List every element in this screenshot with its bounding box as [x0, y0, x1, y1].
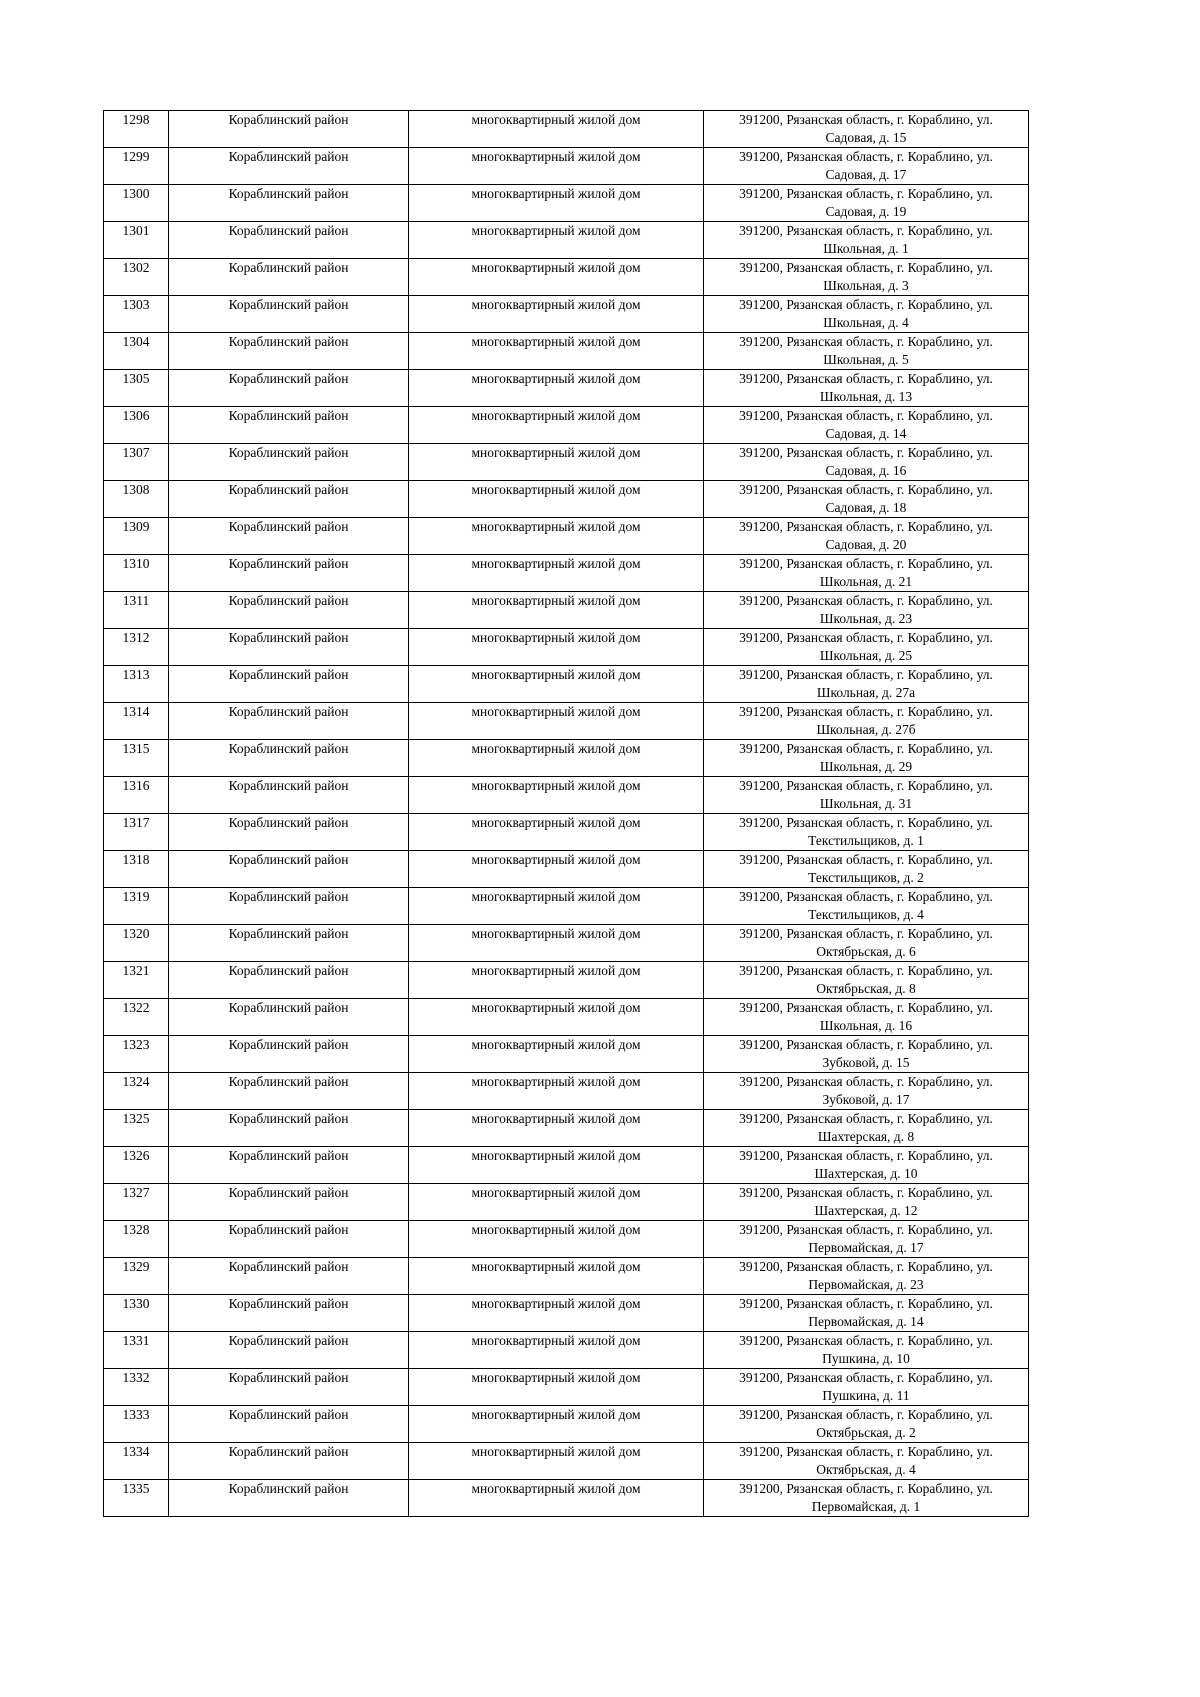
address-line-2: Школьная, д. 4 — [823, 315, 909, 330]
district-cell: Кораблинский район — [169, 518, 409, 555]
table-row — [104, 777, 1029, 814]
address-line-1: 391200, Рязанская область, г. Кораблино, ул. — [739, 778, 993, 793]
row-number-cell: 1306 — [104, 407, 169, 444]
district-cell: Кораблинский район — [169, 148, 409, 185]
district-cell: Кораблинский район — [169, 1443, 409, 1480]
address-line-1: 391200, Рязанская область, г. Кораблино, ул. — [739, 852, 993, 867]
row-number-cell: 1323 — [104, 1036, 169, 1073]
district-cell: Кораблинский район — [169, 333, 409, 370]
table-row — [104, 1184, 1029, 1221]
table-row — [104, 555, 1029, 592]
row-number-cell: 1321 — [104, 962, 169, 999]
district-cell: Кораблинский район — [169, 740, 409, 777]
address-line-1: 391200, Рязанская область, г. Кораблино, ул. — [739, 149, 993, 164]
table-row — [104, 1369, 1029, 1406]
district-cell: Кораблинский район — [169, 296, 409, 333]
table-row — [104, 259, 1029, 296]
building-type-cell: многоквартирный жилой дом — [409, 592, 704, 629]
building-type-cell: многоквартирный жилой дом — [409, 666, 704, 703]
address-cell — [704, 1443, 1029, 1480]
district-cell: Кораблинский район — [169, 777, 409, 814]
row-number-cell: 1304 — [104, 333, 169, 370]
building-type-cell: многоквартирный жилой дом — [409, 444, 704, 481]
address-line-2: Школьная, д. 21 — [819, 574, 913, 589]
row-number-cell: 1318 — [104, 851, 169, 888]
address-line-1: 391200, Рязанская область, г. Кораблино, ул. — [739, 556, 993, 571]
address-cell — [704, 1295, 1029, 1332]
address-cell — [704, 444, 1029, 481]
table-row — [104, 222, 1029, 259]
address-cell — [704, 814, 1029, 851]
address-line-2: Первомайская, д. 14 — [808, 1314, 924, 1329]
address-line-2: Школьная, д. 3 — [823, 278, 909, 293]
address-line-2: Октябрьская, д. 4 — [816, 1462, 916, 1477]
building-type-cell: многоквартирный жилой дом — [409, 629, 704, 666]
table-row — [104, 703, 1029, 740]
row-number-cell: 1325 — [104, 1110, 169, 1147]
district-cell: Кораблинский район — [169, 1036, 409, 1073]
district-cell: Кораблинский район — [169, 1406, 409, 1443]
district-cell: Кораблинский район — [169, 1258, 409, 1295]
table-row — [104, 1147, 1029, 1184]
address-line-2: Школьная, д. 16 — [819, 1018, 913, 1033]
address-cell — [704, 1110, 1029, 1147]
district-cell: Кораблинский район — [169, 925, 409, 962]
district-cell: Кораблинский район — [169, 185, 409, 222]
building-type-cell: многоквартирный жилой дом — [409, 518, 704, 555]
table-row — [104, 148, 1029, 185]
table-row — [104, 185, 1029, 222]
building-type-cell: многоквартирный жилой дом — [409, 370, 704, 407]
address-cell — [704, 1073, 1029, 1110]
district-cell: Кораблинский район — [169, 481, 409, 518]
address-line-1: 391200, Рязанская область, г. Кораблино, ул. — [739, 815, 993, 830]
address-line-1: 391200, Рязанская область, г. Кораблино, ул. — [739, 112, 993, 127]
address-cell — [704, 518, 1029, 555]
building-type-cell: многоквартирный жилой дом — [409, 1221, 704, 1258]
address-line-1: 391200, Рязанская область, г. Кораблино, ул. — [739, 1148, 993, 1163]
address-cell — [704, 1406, 1029, 1443]
row-number-cell: 1302 — [104, 259, 169, 296]
address-line-1: 391200, Рязанская область, г. Кораблино, ул. — [739, 1074, 993, 1089]
table-row — [104, 814, 1029, 851]
row-number-cell: 1316 — [104, 777, 169, 814]
table-row — [104, 999, 1029, 1036]
address-line-2: Текстильщиков, д. 4 — [808, 907, 924, 922]
building-type-cell: многоквартирный жилой дом — [409, 925, 704, 962]
district-cell: Кораблинский район — [169, 1295, 409, 1332]
district-cell: Кораблинский район — [169, 407, 409, 444]
district-cell: Кораблинский район — [169, 1110, 409, 1147]
row-number-cell: 1329 — [104, 1258, 169, 1295]
building-type-cell: многоквартирный жилой дом — [409, 1147, 704, 1184]
table-row — [104, 1258, 1029, 1295]
housing-registry-table — [103, 110, 1029, 1517]
building-type-cell: многоквартирный жилой дом — [409, 1369, 704, 1406]
address-cell — [704, 592, 1029, 629]
district-cell: Кораблинский район — [169, 1332, 409, 1369]
address-cell — [704, 851, 1029, 888]
table-row — [104, 1443, 1029, 1480]
address-cell — [704, 962, 1029, 999]
address-cell — [704, 148, 1029, 185]
district-cell: Кораблинский район — [169, 1221, 409, 1258]
district-cell: Кораблинский район — [169, 111, 409, 148]
address-line-1: 391200, Рязанская область, г. Кораблино, ул. — [739, 741, 993, 756]
district-cell: Кораблинский район — [169, 222, 409, 259]
row-number-cell: 1331 — [104, 1332, 169, 1369]
building-type-cell: многоквартирный жилой дом — [409, 407, 704, 444]
address-line-2: Зубковой, д. 15 — [822, 1055, 910, 1070]
district-cell: Кораблинский район — [169, 1147, 409, 1184]
address-line-1: 391200, Рязанская область, г. Кораблино, ул. — [739, 963, 993, 978]
address-line-1: 391200, Рязанская область, г. Кораблино, ул. — [739, 482, 993, 497]
address-line-1: 391200, Рязанская область, г. Кораблино, ул. — [739, 889, 993, 904]
address-line-1: 391200, Рязанская область, г. Кораблино, ул. — [739, 297, 993, 312]
address-cell — [704, 666, 1029, 703]
address-line-2: Зубковой, д. 17 — [822, 1092, 910, 1107]
address-line-2: Шахтерская, д. 8 — [817, 1129, 915, 1144]
address-line-2: Школьная, д. 25 — [819, 648, 913, 663]
address-cell — [704, 296, 1029, 333]
address-cell — [704, 1036, 1029, 1073]
address-line-2: Октябрьская, д. 2 — [816, 1425, 916, 1440]
building-type-cell: многоквартирный жилой дом — [409, 185, 704, 222]
building-type-cell: многоквартирный жилой дом — [409, 148, 704, 185]
address-line-1: 391200, Рязанская область, г. Кораблино, ул. — [739, 1296, 993, 1311]
address-cell — [704, 1221, 1029, 1258]
table-row — [104, 666, 1029, 703]
row-number-cell: 1320 — [104, 925, 169, 962]
table-row — [104, 592, 1029, 629]
address-line-2: Октябрьская, д. 8 — [816, 981, 916, 996]
address-cell — [704, 888, 1029, 925]
building-type-cell: многоквартирный жилой дом — [409, 1443, 704, 1480]
table-row — [104, 888, 1029, 925]
row-number-cell: 1328 — [104, 1221, 169, 1258]
address-line-1: 391200, Рязанская область, г. Кораблино, ул. — [739, 186, 993, 201]
address-line-2: Текстильщиков, д. 2 — [808, 870, 924, 885]
row-number-cell: 1332 — [104, 1369, 169, 1406]
address-cell — [704, 629, 1029, 666]
table-row — [104, 444, 1029, 481]
address-line-2: Школьная, д. 5 — [823, 352, 909, 367]
building-type-cell: многоквартирный жилой дом — [409, 703, 704, 740]
address-line-2: Текстильщиков, д. 1 — [808, 833, 924, 848]
address-line-2: Первомайская, д. 23 — [808, 1277, 924, 1292]
table-row — [104, 518, 1029, 555]
building-type-cell: многоквартирный жилой дом — [409, 1036, 704, 1073]
row-number-cell: 1308 — [104, 481, 169, 518]
district-cell: Кораблинский район — [169, 1480, 409, 1517]
district-cell: Кораблинский район — [169, 666, 409, 703]
table-row — [104, 1406, 1029, 1443]
building-type-cell: многоквартирный жилой дом — [409, 740, 704, 777]
address-line-1: 391200, Рязанская область, г. Кораблино, ул. — [739, 334, 993, 349]
row-number-cell: 1333 — [104, 1406, 169, 1443]
address-line-1: 391200, Рязанская область, г. Кораблино, ул. — [739, 704, 993, 719]
address-line-2: Пушкина, д. 11 — [822, 1388, 910, 1403]
district-cell: Кораблинский район — [169, 370, 409, 407]
table-row — [104, 333, 1029, 370]
row-number-cell: 1298 — [104, 111, 169, 148]
row-number-cell: 1326 — [104, 1147, 169, 1184]
table-row — [104, 1332, 1029, 1369]
row-number-cell: 1309 — [104, 518, 169, 555]
address-line-1: 391200, Рязанская область, г. Кораблино, ул. — [739, 1222, 993, 1237]
building-type-cell: многоквартирный жилой дом — [409, 1184, 704, 1221]
address-line-2: Школьная, д. 31 — [819, 796, 913, 811]
district-cell: Кораблинский район — [169, 629, 409, 666]
address-line-2: Садовая, д. 19 — [825, 204, 907, 219]
district-cell: Кораблинский район — [169, 1184, 409, 1221]
address-cell — [704, 1369, 1029, 1406]
district-cell: Кораблинский район — [169, 555, 409, 592]
address-line-2: Первомайская, д. 1 — [811, 1499, 921, 1514]
address-cell — [704, 111, 1029, 148]
table-row — [104, 740, 1029, 777]
district-cell: Кораблинский район — [169, 962, 409, 999]
address-cell — [704, 1147, 1029, 1184]
building-type-cell: многоквартирный жилой дом — [409, 111, 704, 148]
address-line-1: 391200, Рязанская область, г. Кораблино, ул. — [739, 371, 993, 386]
address-cell — [704, 1184, 1029, 1221]
address-line-1: 391200, Рязанская область, г. Кораблино, ул. — [739, 445, 993, 460]
building-type-cell: многоквартирный жилой дом — [409, 1406, 704, 1443]
address-cell — [704, 1480, 1029, 1517]
row-number-cell: 1299 — [104, 148, 169, 185]
address-cell — [704, 740, 1029, 777]
address-line-2: Октябрьская, д. 6 — [816, 944, 916, 959]
address-cell — [704, 222, 1029, 259]
address-line-1: 391200, Рязанская область, г. Кораблино, ул. — [739, 223, 993, 238]
address-line-1: 391200, Рязанская область, г. Кораблино, ул. — [739, 1000, 993, 1015]
address-line-2: Садовая, д. 18 — [825, 500, 907, 515]
row-number-cell: 1335 — [104, 1480, 169, 1517]
address-line-2: Садовая, д. 15 — [825, 130, 907, 145]
address-line-1: 391200, Рязанская область, г. Кораблино, ул. — [739, 408, 993, 423]
row-number-cell: 1315 — [104, 740, 169, 777]
address-cell — [704, 925, 1029, 962]
row-number-cell: 1300 — [104, 185, 169, 222]
table-row — [104, 925, 1029, 962]
address-line-1: 391200, Рязанская область, г. Кораблино, ул. — [739, 1407, 993, 1422]
address-line-2: Садовая, д. 20 — [825, 537, 907, 552]
table-row — [104, 407, 1029, 444]
address-line-2: Садовая, д. 14 — [825, 426, 907, 441]
district-cell: Кораблинский район — [169, 888, 409, 925]
building-type-cell: многоквартирный жилой дом — [409, 1258, 704, 1295]
address-line-1: 391200, Рязанская область, г. Кораблино, ул. — [739, 1259, 993, 1274]
district-cell: Кораблинский район — [169, 703, 409, 740]
address-line-1: 391200, Рязанская область, г. Кораблино, ул. — [739, 519, 993, 534]
building-type-cell: многоквартирный жилой дом — [409, 1480, 704, 1517]
row-number-cell: 1310 — [104, 555, 169, 592]
address-line-1: 391200, Рязанская область, г. Кораблино, ул. — [739, 260, 993, 275]
registry-table-body — [104, 111, 1029, 1517]
address-line-1: 391200, Рязанская область, г. Кораблино, ул. — [739, 1444, 993, 1459]
address-line-1: 391200, Рязанская область, г. Кораблино, ул. — [739, 1481, 993, 1496]
building-type-cell: многоквартирный жилой дом — [409, 555, 704, 592]
address-line-1: 391200, Рязанская область, г. Кораблино, ул. — [739, 1037, 993, 1052]
address-line-2: Школьная, д. 27б — [816, 722, 916, 737]
table-row — [104, 481, 1029, 518]
building-type-cell: многоквартирный жилой дом — [409, 999, 704, 1036]
address-line-2: Школьная, д. 1 — [823, 241, 909, 256]
address-cell — [704, 1332, 1029, 1369]
building-type-cell: многоквартирный жилой дом — [409, 222, 704, 259]
address-line-2: Садовая, д. 16 — [825, 463, 907, 478]
building-type-cell: многоквартирный жилой дом — [409, 333, 704, 370]
address-line-1: 391200, Рязанская область, г. Кораблино, ул. — [739, 593, 993, 608]
table-row — [104, 1295, 1029, 1332]
row-number-cell: 1313 — [104, 666, 169, 703]
building-type-cell: многоквартирный жилой дом — [409, 777, 704, 814]
address-line-2: Пушкина, д. 10 — [822, 1351, 910, 1366]
row-number-cell: 1324 — [104, 1073, 169, 1110]
address-cell — [704, 333, 1029, 370]
building-type-cell: многоквартирный жилой дом — [409, 962, 704, 999]
district-cell: Кораблинский район — [169, 592, 409, 629]
address-line-2: Садовая, д. 17 — [825, 167, 907, 182]
row-number-cell: 1317 — [104, 814, 169, 851]
row-number-cell: 1305 — [104, 370, 169, 407]
row-number-cell: 1312 — [104, 629, 169, 666]
table-row — [104, 1073, 1029, 1110]
row-number-cell: 1330 — [104, 1295, 169, 1332]
address-cell — [704, 777, 1029, 814]
district-cell: Кораблинский район — [169, 851, 409, 888]
address-line-1: 391200, Рязанская область, г. Кораблино, ул. — [739, 1370, 993, 1385]
building-type-cell: многоквартирный жилой дом — [409, 1332, 704, 1369]
row-number-cell: 1314 — [104, 703, 169, 740]
address-line-2: Школьная, д. 29 — [819, 759, 913, 774]
address-line-2: Шахтерская, д. 12 — [814, 1203, 918, 1218]
district-cell: Кораблинский район — [169, 814, 409, 851]
row-number-cell: 1301 — [104, 222, 169, 259]
district-cell: Кораблинский район — [169, 999, 409, 1036]
address-cell — [704, 555, 1029, 592]
district-cell: Кораблинский район — [169, 259, 409, 296]
row-number-cell: 1322 — [104, 999, 169, 1036]
table-row — [104, 851, 1029, 888]
address-line-2: Шахтерская, д. 10 — [814, 1166, 918, 1181]
address-cell — [704, 703, 1029, 740]
row-number-cell: 1334 — [104, 1443, 169, 1480]
address-line-1: 391200, Рязанская область, г. Кораблино, ул. — [739, 1333, 993, 1348]
table-row — [104, 1221, 1029, 1258]
address-line-2: Школьная, д. 23 — [819, 611, 913, 626]
address-cell — [704, 999, 1029, 1036]
table-row — [104, 1110, 1029, 1147]
address-line-1: 391200, Рязанская область, г. Кораблино, ул. — [739, 1185, 993, 1200]
address-line-2: Школьная, д. 27а — [816, 685, 916, 700]
building-type-cell: многоквартирный жилой дом — [409, 888, 704, 925]
table-row — [104, 629, 1029, 666]
address-line-2: Первомайская, д. 17 — [808, 1240, 924, 1255]
address-line-1: 391200, Рязанская область, г. Кораблино, ул. — [739, 1111, 993, 1126]
building-type-cell: многоквартирный жилой дом — [409, 296, 704, 333]
address-cell — [704, 370, 1029, 407]
address-line-1: 391200, Рязанская область, г. Кораблино, ул. — [739, 667, 993, 682]
address-cell — [704, 1258, 1029, 1295]
row-number-cell: 1319 — [104, 888, 169, 925]
address-cell — [704, 259, 1029, 296]
table-row — [104, 962, 1029, 999]
building-type-cell: многоквартирный жилой дом — [409, 481, 704, 518]
building-type-cell: многоквартирный жилой дом — [409, 1110, 704, 1147]
table-row — [104, 1036, 1029, 1073]
address-cell — [704, 407, 1029, 444]
building-type-cell: многоквартирный жилой дом — [409, 259, 704, 296]
address-cell — [704, 185, 1029, 222]
district-cell: Кораблинский район — [169, 1073, 409, 1110]
address-cell — [704, 481, 1029, 518]
table-row — [104, 1480, 1029, 1517]
building-type-cell: многоквартирный жилой дом — [409, 1073, 704, 1110]
address-line-1: 391200, Рязанская область, г. Кораблино, ул. — [739, 630, 993, 645]
district-cell: Кораблинский район — [169, 444, 409, 481]
table-row — [104, 296, 1029, 333]
address-line-2: Школьная, д. 13 — [819, 389, 913, 404]
building-type-cell: многоквартирный жилой дом — [409, 814, 704, 851]
table-row — [104, 370, 1029, 407]
district-cell: Кораблинский район — [169, 1369, 409, 1406]
row-number-cell: 1303 — [104, 296, 169, 333]
address-line-1: 391200, Рязанская область, г. Кораблино, ул. — [739, 926, 993, 941]
row-number-cell: 1327 — [104, 1184, 169, 1221]
table-row — [104, 111, 1029, 148]
row-number-cell: 1311 — [104, 592, 169, 629]
building-type-cell: многоквартирный жилой дом — [409, 851, 704, 888]
building-type-cell: многоквартирный жилой дом — [409, 1295, 704, 1332]
row-number-cell: 1307 — [104, 444, 169, 481]
